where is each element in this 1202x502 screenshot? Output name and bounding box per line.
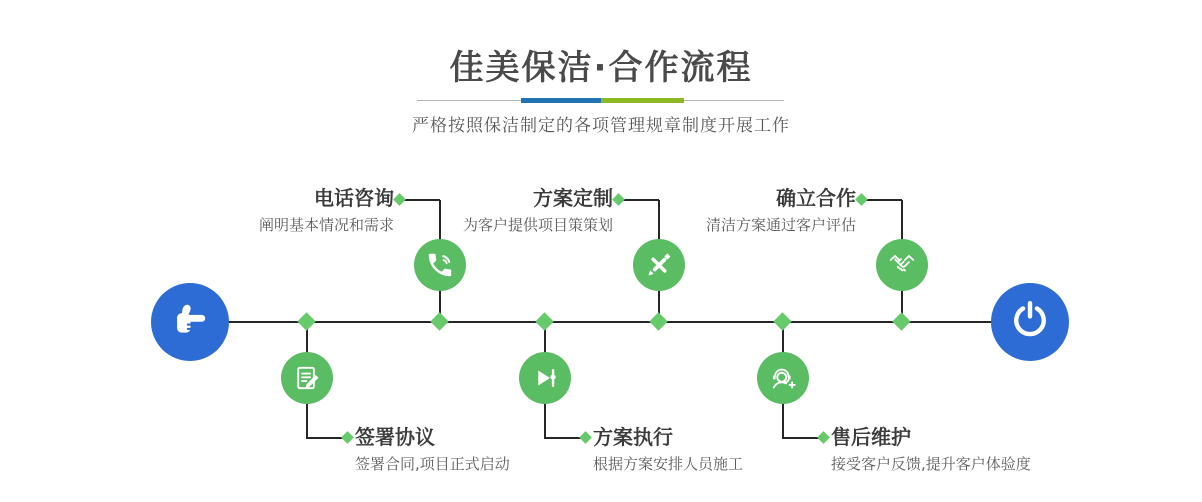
page-subtitle: 严格按照保洁制定的各项管理规章制度开展工作	[412, 116, 790, 136]
power-icon	[1008, 298, 1052, 346]
step-label-cooperate	[706, 185, 856, 237]
step-desc: 清洁方案通过客户评估	[705, 216, 856, 234]
connector-diamond	[579, 431, 592, 444]
connector-diamond	[393, 193, 406, 206]
service-icon	[757, 352, 809, 404]
divider-accent-blue	[521, 98, 601, 103]
timeline-node-diamond	[297, 312, 315, 330]
timeline-node-diamond	[773, 312, 791, 330]
end-node	[991, 283, 1069, 361]
step-label-contract	[355, 424, 510, 476]
step-desc: 根据方案安排人员施工	[593, 455, 744, 473]
connector-hseg	[783, 437, 819, 439]
step-title: 签署协议	[355, 425, 435, 449]
start-node	[151, 283, 229, 361]
timeline-node-diamond	[430, 312, 448, 330]
step-desc: 接受客户反馈,提升客户体验度	[831, 455, 1031, 473]
handshake-icon	[876, 239, 928, 291]
step-desc: 阐明基本情况和需求	[258, 216, 394, 234]
timeline-node-diamond	[892, 312, 910, 330]
connector-diamond	[341, 431, 354, 444]
step-desc: 签署合同,项目正式启动	[355, 455, 510, 473]
step-title: 售后维护	[831, 425, 911, 449]
connector-hseg	[545, 437, 581, 439]
connector-diamond	[855, 193, 868, 206]
timeline-node-diamond	[649, 312, 667, 330]
divider-accent-green	[601, 98, 684, 103]
design-icon	[633, 239, 685, 291]
connector-diamond	[612, 193, 625, 206]
step-label-execute	[593, 424, 743, 476]
timeline-node-diamond	[535, 312, 553, 330]
phone-icon	[414, 239, 466, 291]
connector-diamond	[817, 431, 830, 444]
step-title: 确立合作	[776, 186, 856, 210]
step-label-aftersales	[831, 424, 1031, 476]
step-title: 电话咨询	[314, 186, 394, 210]
connector-hseg	[623, 199, 659, 201]
connector-hseg	[307, 437, 343, 439]
page-title: 佳美保洁·合作流程	[449, 48, 753, 88]
connector-hseg	[404, 199, 440, 201]
hand-point-icon	[167, 297, 213, 347]
execute-icon	[519, 352, 571, 404]
step-desc: 为客户提供项目策策划	[462, 216, 613, 234]
step-title: 方案执行	[593, 425, 673, 449]
step-label-phone	[259, 185, 394, 237]
step-label-design	[463, 185, 613, 237]
contract-icon	[281, 352, 333, 404]
step-title: 方案定制	[533, 186, 613, 210]
connector-hseg	[866, 199, 902, 201]
